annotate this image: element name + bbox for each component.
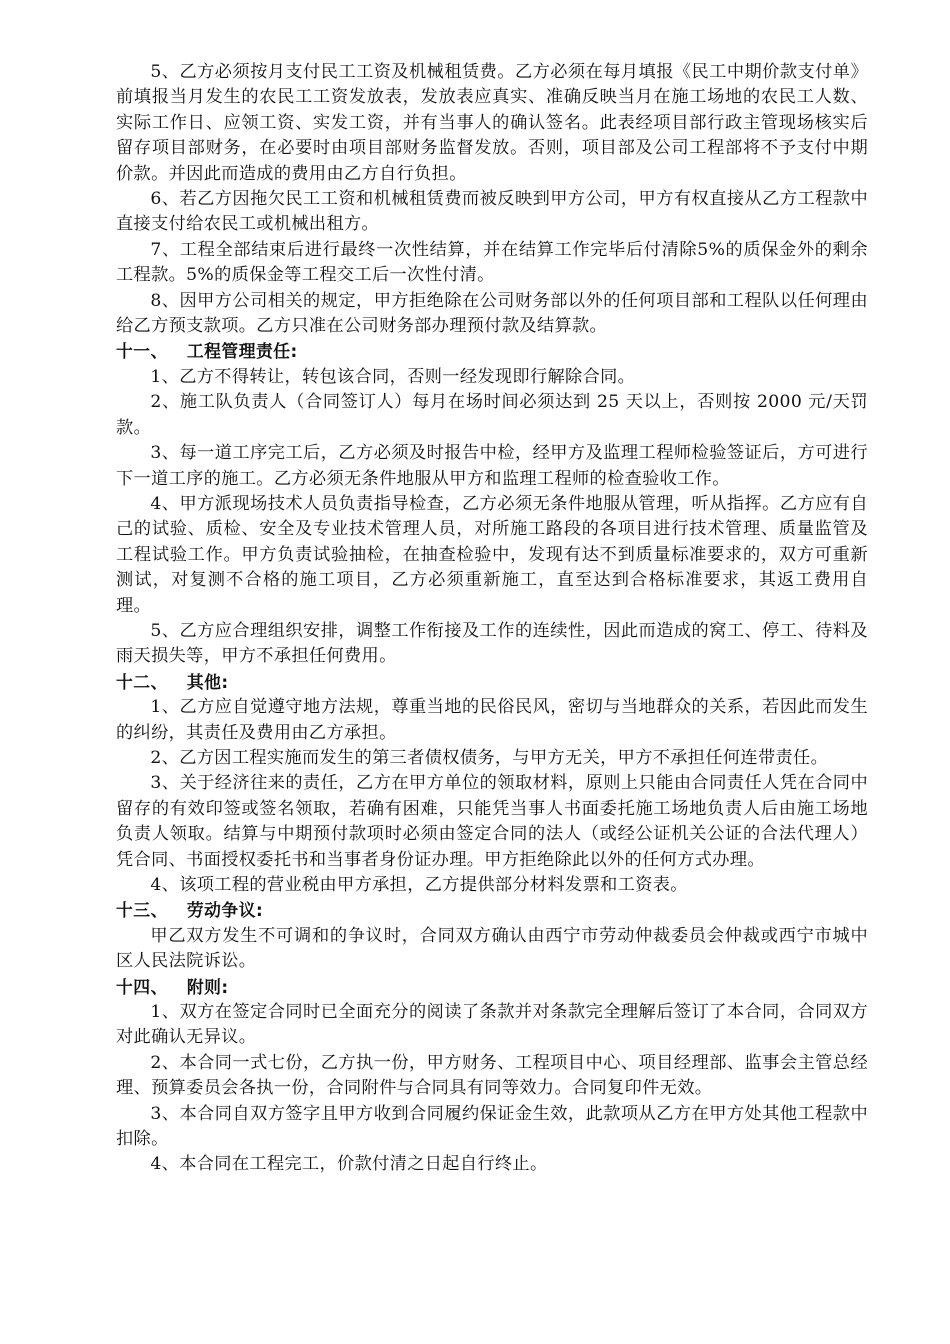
contract-clause: 1、乙方不得转让，转包该合同，否则一经发现即行解除合同。 [150,366,636,387]
section-heading: 十二、 其他: [116,671,229,692]
contract-clause: 8、因甲方公司相关的规定，甲方拒绝除在公司财务部以外的任何项目部和工程队以任何理由给乙方预支款项。乙方只准在公司财务部办理预付款及结算款。 [116,290,868,337]
contract-clause: 2、本合同一式七份，乙方执一份，甲方财务、工程项目中心、项目经理部、监事会主管总经理、预算委员会各执一份，合同附件与合同具有同等效力。合同复印件无效。 [116,1052,868,1099]
contract-clause: 7、工程全部结束后进行最终一次性结算，并在结算工作完毕后付清除5%的质保金外的剩余工程款。5%的质保金等工程交工后一次性付清。 [116,239,868,286]
contract-clause: 4、本合同在工程完工，价款付清之日起自行终止。 [150,1154,548,1175]
contract-clause: 6、若乙方因拖欠民工工资和机械租赁费而被反映到甲方公司，甲方有权直接从乙方工程款中直接支付给农民工或机械出租方。 [116,189,868,235]
contract-section [116,339,868,669]
contract-clause: 甲乙双方发生不可调和的争议时，合同双方确认由西宁市劳动仲裁委员会仲裁或西宁市城中区人民法院诉讼。 [116,925,868,972]
contract-clause: 5、乙方应合理组织安排，调整工作衔接及工作的连续性，因此而造成的窝工、停工、待料及雨天损失等，甲方不承担任何费用。 [116,620,868,667]
section-heading: 十一、 工程管理责任: [116,341,298,362]
contract-section [116,898,868,974]
contract-clause: 2、施工队负责人（合同签订人）每月在场时间必须达到 25 天以上，否则按 2000 元/天罚款。 [116,392,868,438]
contract-clause: 1、乙方应自觉遵守地方法规，尊重当地的民俗民风，密切与当地群众的关系，若因此而发生的纠纷，其责任及费用由乙方承担。 [116,697,868,743]
section-heading: 十三、 劳动争议: [116,900,264,921]
contract-section [116,670,868,899]
contract-section [116,60,868,339]
contract-clause: 4、甲方派现场技术人员负责指导检查，乙方必须无条件地服从管理，听从指挥。乙方应有自己的试验、质检、安全及专业技术管理人员，对所施工路段的各项目进行技术管理、质量监管及工程试验工作。甲方负责试验抽检，在抽查检验中，发现有达不到质量标准要求的，双方可重新测试，对复测不合格的施工项目，乙方必须重新施工，直至达到合格标准要求，其返工费用自理。 [116,493,868,616]
contract-clause: 3、每一道工序完工后，乙方必须及时报告中检，经甲方及监理工程师检验签证后，方可进行下一道工序的施工。乙方必须无条件地服从甲方和监理工程师的检查验收工作。 [116,443,868,489]
contract-clause: 1、双方在签定合同时已全面充分的阅读了条款并对条款完全理解后签订了本合同，合同双方对此确认无异议。 [116,1002,868,1048]
section-heading: 十四、 附则: [116,976,229,997]
contract-section [116,975,868,1178]
contract-clause: 3、关于经济往来的责任，乙方在甲方单位的领取材料，原则上只能由合同责任人凭在合同中留存的有效印签或签名领取，若确有困难，只能凭当事人书面委托施工场地负责人后由施工场地负责人领取。结算与中期预付款项时必须由签定合同的法人（或经公证机关公证的合法代理人）凭合同、书面授权委托书和当事者身份证办理。甲方拒绝除此以外的任何方式办理。 [116,773,868,870]
contract-clause: 3、本合同自双方签字且甲方收到合同履约保证金生效，此款项从乙方在甲方处其他工程款中扣除。 [116,1103,868,1150]
contract-page [116,60,868,1178]
contract-clause: 2、乙方因工程实施而发生的第三者债权债务，与甲方无关，甲方不承担任何连带责任。 [150,747,829,768]
contract-clause: 4、该项工程的营业税由甲方承担，乙方提供部分材料发票和工资表。 [150,875,688,895]
contract-clause: 5、乙方必须按月支付民工工资及机械租赁费。乙方必须在每月填报《民工中期价款支付单》前填报当月发生的农民工工资发放表，发放表应真实、准确反映当月在施工场地的农民工人数、实际工作日、应领工资、实发工资，并有当事人的确认签名。此表经项目部行政主管现场核实后留存项目部财务，在必要时由项目部财务监督发放。否则，项目部及公司工程部将不予支付中期价款。并因此而造成的费用由乙方自行负担。 [116,62,868,184]
